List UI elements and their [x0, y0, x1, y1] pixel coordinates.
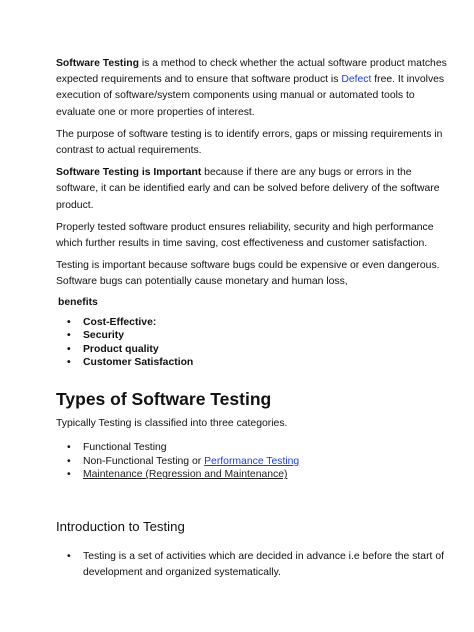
importance-text: because if there are any bugs or errors in the software, it can be identified early and can be solved before delivery of the software product.	[56, 167, 440, 211]
bullet-icon: •	[67, 330, 71, 342]
benefit-cost-effective: Cost-Effective:	[83, 316, 157, 328]
types-heading: Types of Software Testing	[56, 389, 272, 410]
intro-text-b: free. It involves execution of software/system components using manual or automated tools to evaluate one or more properties of interest.	[56, 74, 445, 118]
benefits-label: benefits	[58, 296, 98, 308]
bugs-paragraph: Testing is important because software bugs could be expensive or even dangerous. Software bugs can potentially cause monetary and human loss,	[56, 260, 440, 288]
bullet-icon: •	[67, 455, 71, 467]
bullet-icon: •	[67, 343, 71, 355]
benefits-list	[56, 316, 448, 370]
intro-list	[56, 549, 448, 582]
benefit-security: Security	[83, 330, 125, 342]
benefit-customer-satisfaction: Customer Satisfaction	[83, 357, 194, 369]
list-item	[56, 455, 448, 469]
bullet-icon: •	[67, 469, 71, 481]
types-intro: Typically Testing is classified into three categories.	[56, 418, 288, 430]
importance-paragraph	[56, 165, 448, 214]
bullet-icon: •	[67, 551, 71, 562]
intro-paragraph	[56, 56, 448, 121]
bullet-icon: •	[67, 316, 71, 328]
maintenance-link[interactable]: Maintenance (Regression and Maintenance)	[83, 469, 288, 481]
functional-testing: Functional Testing	[83, 442, 167, 454]
bullet-icon: •	[67, 442, 71, 454]
intro-text-a: is a method to check whether the actual software product matches expected requirements and to ensure that software product is	[56, 58, 447, 86]
types-list	[56, 441, 448, 482]
performance-testing-link[interactable]: Performance Testing	[204, 455, 300, 467]
list-item	[56, 316, 448, 330]
list-item	[56, 343, 448, 357]
defect-link[interactable]: Defect	[341, 74, 372, 86]
list-item	[56, 329, 448, 343]
list-item	[56, 356, 448, 370]
purpose-paragraph: The purpose of software testing is to identify errors, gaps or missing requirements in contrast to actual requirements.	[56, 128, 443, 157]
bullet-icon: •	[67, 357, 71, 369]
list-item	[56, 441, 448, 455]
intro-heading: Introduction to Testing	[56, 519, 185, 534]
benefit-product-quality: Product quality	[83, 343, 159, 355]
list-item	[56, 549, 448, 582]
intro-item-text: Testing is a set of activities which are decided in advance i.e before the start of development and organized systematically.	[83, 551, 444, 579]
software-testing-term: Software Testing	[56, 58, 139, 69]
document-page	[56, 56, 448, 582]
list-item	[56, 468, 448, 482]
non-functional-testing: Non-Functional Testing or	[83, 455, 205, 467]
reliability-paragraph: Properly tested software product ensures reliability, security and high performance which further results in time saving, cost effectiveness and customer satisfaction.	[56, 221, 434, 250]
importance-term: Software Testing is Important	[56, 167, 202, 179]
